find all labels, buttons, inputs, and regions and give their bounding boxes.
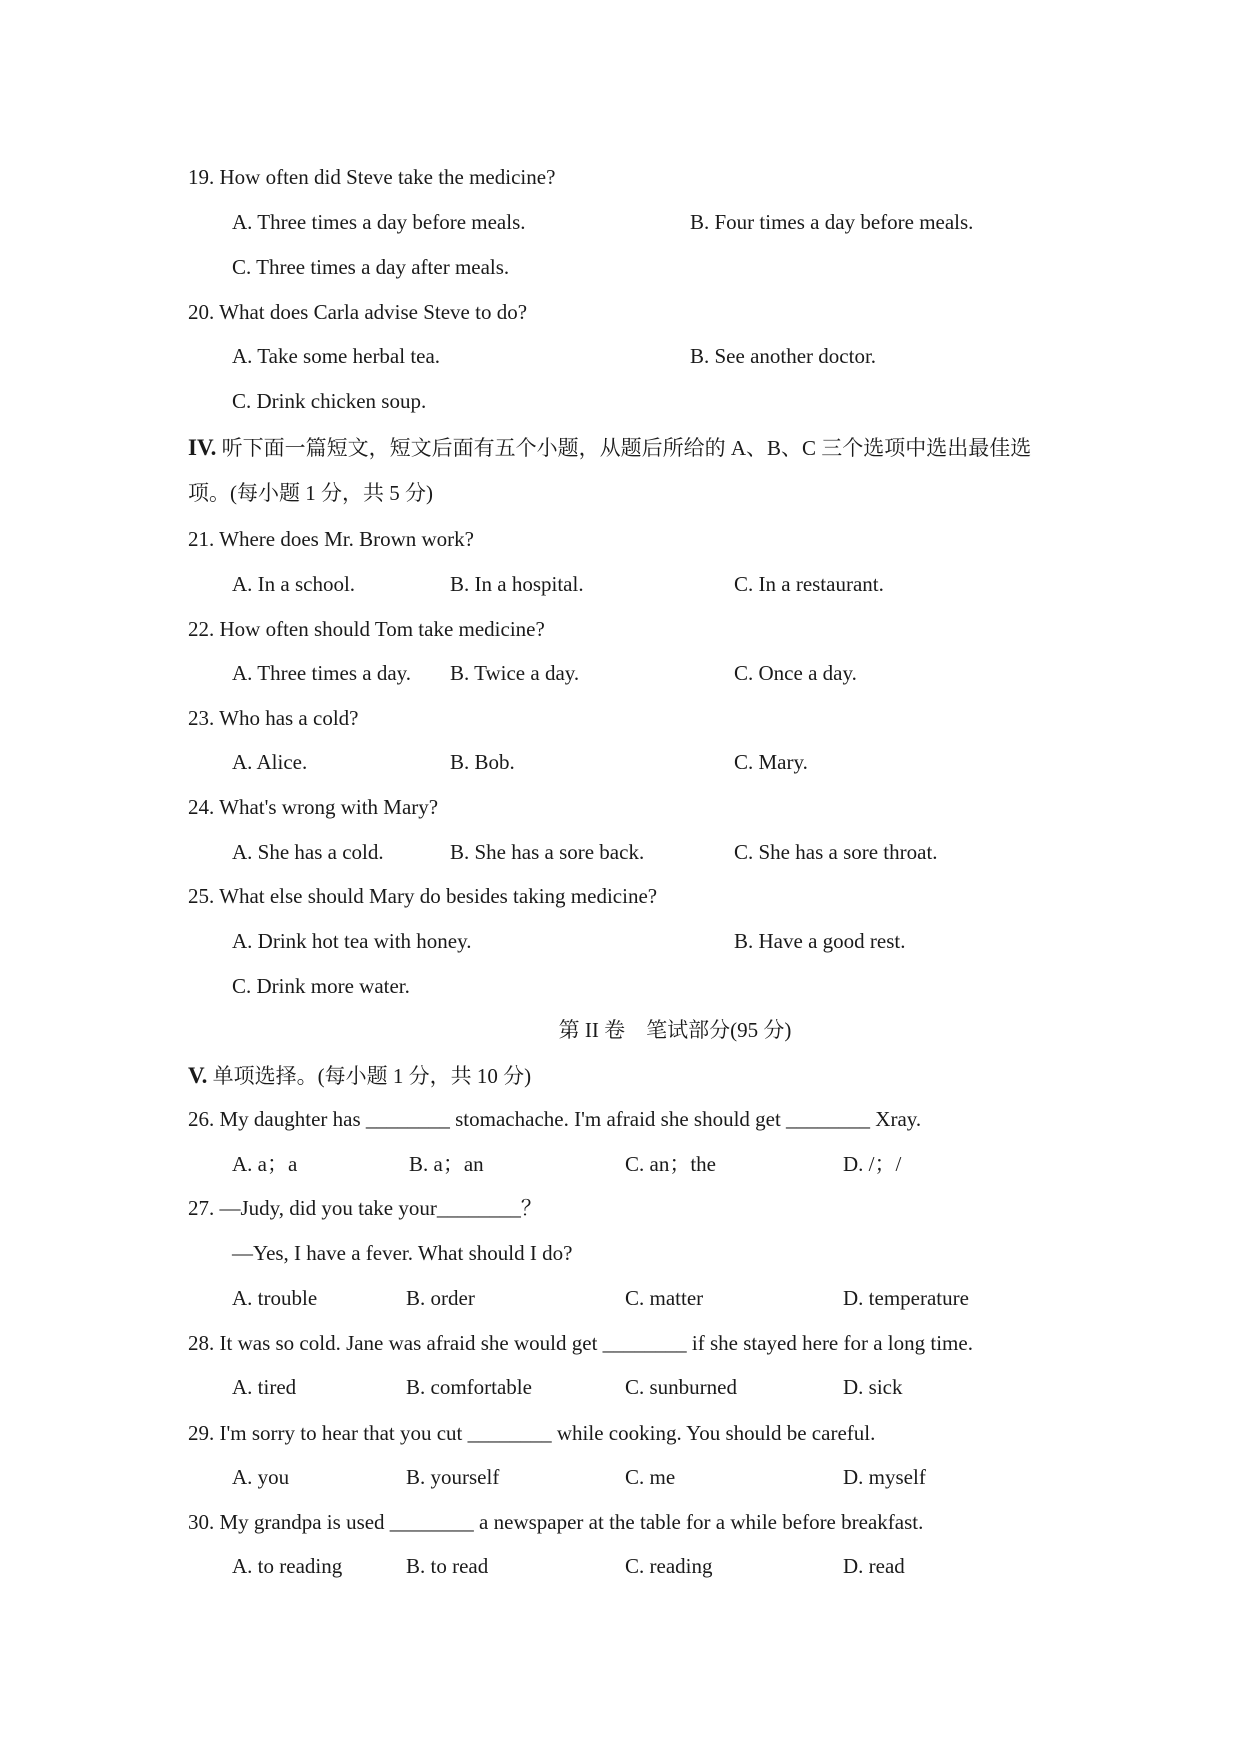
question-23-option-c: C. Mary. (734, 750, 808, 774)
question-19-option-b: B. Four times a day before meals. (690, 210, 974, 234)
question-30-option-c: C. reading (625, 1554, 713, 1578)
question-20-stem: 20. What does Carla advise Steve to do? (188, 300, 528, 324)
question-28-option-d: D. sick (843, 1375, 903, 1399)
question-28-option-b: B. comfortable (406, 1375, 532, 1399)
question-25-stem: 25. What else should Mary do besides taking medicine? (188, 884, 658, 908)
question-19-stem: 19. How often did Steve take the medicine? (188, 165, 556, 189)
question-19-option-a: A. Three times a day before meals. (232, 210, 526, 234)
question-28-option-c: C. sunburned (625, 1375, 737, 1399)
question-22-option-c: C. Once a day. (734, 661, 857, 685)
question-22-option-a: A. Three times a day. (232, 661, 412, 685)
question-28-stem: 28. It was so cold. Jane was afraid she would get ________ if she stayed here for a long time. (188, 1331, 973, 1355)
question-27-stem: 27. —Judy, did you take your________？ (188, 1196, 542, 1220)
question-29-option-b: B. yourself (406, 1465, 500, 1489)
question-20-option-b: B. See another doctor. (690, 344, 877, 368)
question-23-stem: 23. Who has a cold? (188, 706, 359, 730)
section-5-heading-text: 单项选择。(每小题 1 分，共 10 分) (207, 1064, 532, 1088)
question-24-option-a: A. She has a cold. (232, 840, 384, 864)
question-26-option-a: A. a；a (232, 1152, 298, 1176)
question-24-option-b: B. She has a sore back. (450, 840, 645, 864)
question-27-option-a: A. trouble (232, 1286, 318, 1310)
section-5-heading (188, 1064, 531, 1087)
part-2-title: 第 II 卷 笔试部分(95 分) (558, 1018, 792, 1042)
question-20-option-a: A. Take some herbal tea. (232, 344, 441, 368)
question-22-stem: 22. How often should Tom take medicine? (188, 617, 545, 641)
question-25-option-c: C. Drink more water. (232, 974, 410, 998)
question-21-option-b: B. In a hospital. (450, 572, 584, 596)
question-21-stem: 21. Where does Mr. Brown work? (188, 527, 474, 551)
section-4-heading-text: 听下面一篇短文，短文后面有五个小题，从题后所给的 A、B、C 三个选项中选出最佳选 (216, 436, 1032, 460)
question-20-option-c: C. Drink chicken soup. (232, 389, 427, 413)
question-27-option-c: C. matter (625, 1286, 704, 1310)
question-21-option-a: A. In a school. (232, 572, 356, 596)
question-29-option-d: D. myself (843, 1465, 926, 1489)
question-26-stem: 26. My daughter has ________ stomachache. I'm afraid she should get ________ Xray. (188, 1107, 922, 1131)
question-25-option-a: A. Drink hot tea with honey. (232, 929, 472, 953)
section-4-heading-continued: 项。(每小题 1 分，共 5 分) (188, 481, 433, 505)
question-29-option-c: C. me (625, 1465, 676, 1489)
question-26-option-d: D. /；/ (843, 1152, 902, 1176)
section-4-numeral: IV. (188, 435, 217, 460)
question-19-option-c: C. Three times a day after meals. (232, 255, 510, 279)
question-26-option-c: C. an；the (625, 1152, 716, 1176)
question-24-option-c: C. She has a sore throat. (734, 840, 938, 864)
question-21-option-c: C. In a restaurant. (734, 572, 884, 596)
section-5-numeral: V. (188, 1063, 208, 1088)
question-27-option-d: D. temperature (843, 1286, 969, 1310)
question-30-option-a: A. to reading (232, 1554, 343, 1578)
question-30-option-b: B. to read (406, 1554, 489, 1578)
question-25-option-b: B. Have a good rest. (734, 929, 906, 953)
question-29-stem: 29. I'm sorry to hear that you cut ________ while cooking. You should be careful. (188, 1421, 876, 1445)
question-30-stem: 30. My grandpa is used ________ a newspaper at the table for a while before breakfast. (188, 1510, 924, 1534)
question-26-option-b: B. a；an (409, 1152, 484, 1176)
section-4-heading (188, 436, 1031, 459)
question-27-option-b: B. order (406, 1286, 475, 1310)
question-24-stem: 24. What's wrong with Mary? (188, 795, 439, 819)
question-29-option-a: A. you (232, 1465, 290, 1489)
question-23-option-b: B. Bob. (450, 750, 515, 774)
question-27-stem-reply: —Yes, I have a fever. What should I do? (232, 1241, 573, 1265)
question-28-option-a: A. tired (232, 1375, 297, 1399)
question-22-option-b: B. Twice a day. (450, 661, 580, 685)
question-23-option-a: A. Alice. (232, 750, 308, 774)
question-30-option-d: D. read (843, 1554, 905, 1578)
